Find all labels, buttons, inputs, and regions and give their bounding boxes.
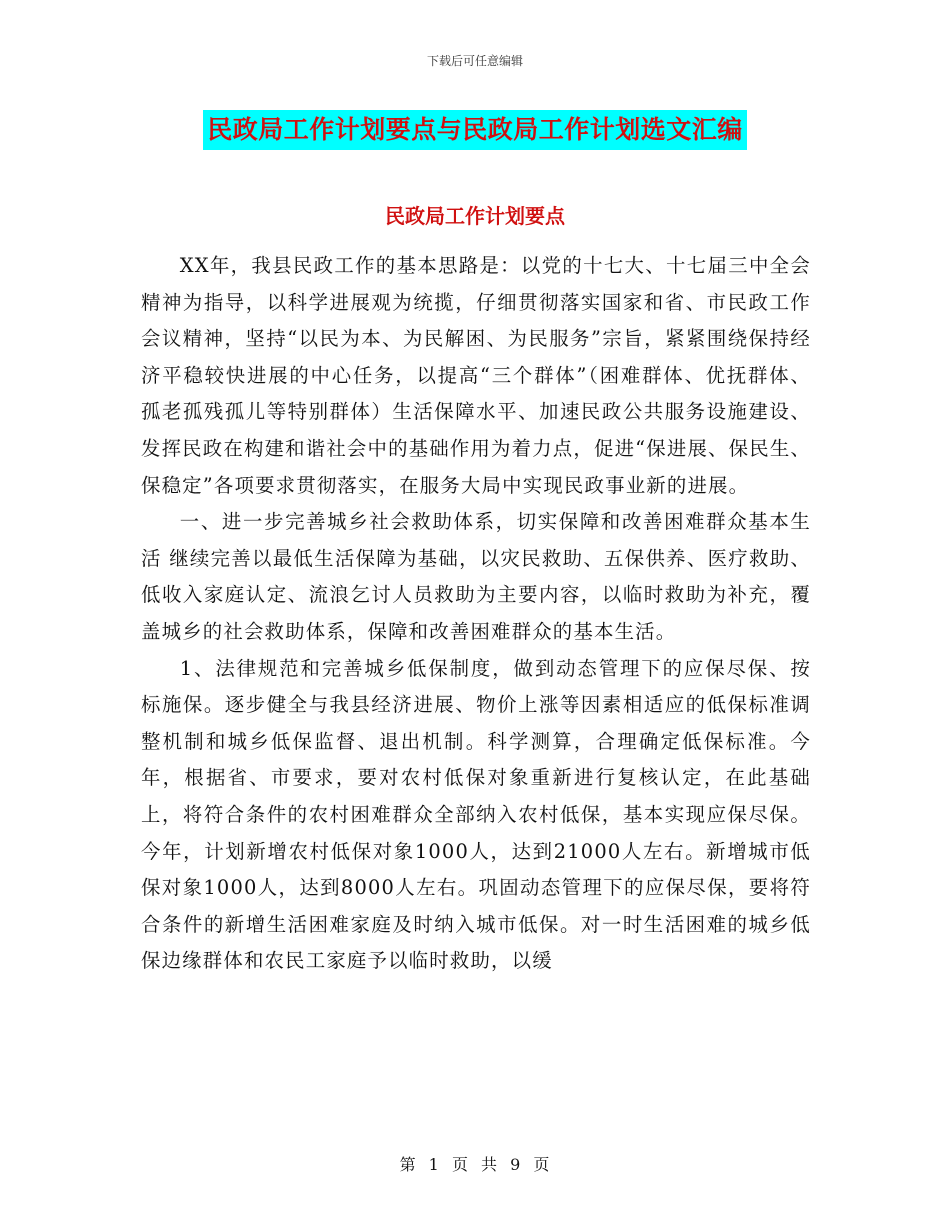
paragraph-section-one: 一、进一步完善城乡社会救助体系，切实保障和改善困难群众基本生活 继续完善以最低生活保障为基础，以灾民救助、五保供养、医疗救助、低收入家庭认定、流浪乞讨人员救助为主要内容，以临时救助为补充，覆盖城乡的社会救助体系，保障和改善困难群众的基本生活。 [141, 510, 811, 643]
paragraph-intro: XX年，我县民政工作的基本思路是：以党的十七大、十七届三中全会精神为指导，以科学进展观为统揽，仔细贯彻落实国家和省、市民政工作会议精神，坚持“以民为本、为民解困、为民服务”宗旨，紧紧围绕保持经济平稳较快进展的中心任务，以提高“三个群体”（困难群体、优抚群体、孤老孤残孤儿等特别群体）生活保障水平、加速民政公共服务设施建设、发挥民政在构建和谐社会中的基础作用为着力点，促进“保进展、保民生、保稳定”各项要求贯彻落实，在服务大局中实现民政事业新的进展。 [141, 254, 812, 497]
document-title-container [0, 110, 950, 150]
header-note: 下载后可任意编辑 [426, 54, 523, 68]
document-title: 民政局工作计划要点与民政局工作计划选文汇编 [203, 110, 747, 150]
section-title: 民政局工作计划要点 [385, 204, 565, 228]
page-footer: 第 1 页 共 9 页 [399, 1155, 551, 1174]
paragraph-item-one: 1、法律规范和完善城乡低保制度，做到动态管理下的应保尽保、按标施保。逐步健全与我县经济进展、物价上涨等因素相适应的低保标准调整机制和城乡低保监督、退出机制。科学测算，合理确定低保标准。今年，根据省、市要求，要对农村低保对象重新进行复核认定，在此基础上，将符合条件的农村困难群众全部纳入农村低保，基本实现应保尽保。今年，计划新增农村低保对象1000人，达到21000人左右。新增城市低保对象1000人，达到8000人左右。巩固动态管理下的应保尽保，要将符合条件的新增生活困难家庭及时纳入城市低保。对一时生活困难的城乡低保边缘群体和农民工家庭予以临时救助，以缓 [141, 656, 811, 973]
document-body [141, 248, 811, 980]
